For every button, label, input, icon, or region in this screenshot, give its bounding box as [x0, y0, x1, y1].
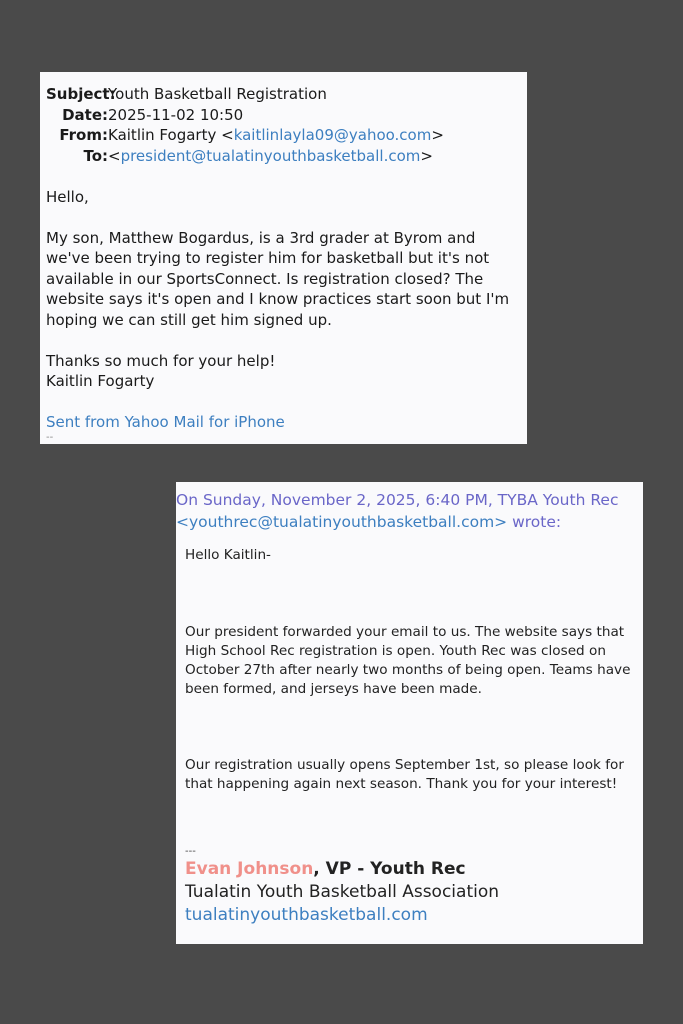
signature-organization: Tualatin Youth Basketball Association	[185, 882, 500, 902]
reply-paragraph-2: Our registration usually opens September 1st, so please look for that happening again next season. Thank you for your interest!	[185, 757, 624, 792]
signature-dashes: --	[46, 431, 54, 443]
email-body: My son, Matthew Bogardus, is a 3rd grader at Byrom and we've been trying to register him for basketball but it's not available in our SportsConnect. Is registration closed? The website says it's open and I know practices start soon but I'm hoping we can still get him signed up.	[46, 228, 510, 329]
reply-body	[176, 533, 643, 926]
date-value: 2025-11-02 10:50	[108, 105, 244, 124]
subject-row	[46, 84, 521, 105]
reply-signature-dashes: ---	[185, 846, 196, 857]
quote-header-address[interactable]: <youthrec@tualatinyouthbasketball.com>	[176, 513, 508, 531]
email-greeting: Hello,	[46, 187, 89, 206]
subject-label: Subject:	[46, 85, 116, 103]
reply-paragraph-1: Our president forwarded your email to us. The website says that High School Rec registration is open. Youth Rec was closed on October 27th after nearly two months of being open. Teams have been formed, and jerseys have been made.	[185, 624, 631, 697]
signature-website-link[interactable]: tualatinyouthbasketball.com	[185, 905, 428, 925]
to-label: To:	[83, 146, 108, 165]
quote-header-suffix: wrote:	[507, 513, 562, 531]
from-name: Kaitlin Fogarty	[108, 126, 217, 144]
from-email-link[interactable]: kaitlinlayla09@yahoo.com	[233, 126, 432, 144]
signature-name: Evan Johnson	[185, 859, 314, 879]
email-thanks: Thanks so much for your help!	[46, 351, 276, 370]
signature-title: , VP - Youth Rec	[313, 859, 466, 879]
to-email-link[interactable]: president@tualatinyouthbasketball.com	[120, 146, 421, 165]
date-row	[46, 105, 521, 126]
from-row: From:Kaitlin Fogarty <kaitlinlayla09@yahoo.com>	[46, 125, 521, 146]
reply-greeting: Hello Kaitlin-	[185, 547, 271, 563]
subject-value: Youth Basketball Registration	[108, 85, 327, 103]
quote-header	[176, 489, 643, 533]
original-email-card	[40, 72, 527, 444]
date-label: Date:	[62, 105, 108, 124]
signature-name-line	[185, 858, 643, 881]
sent-from-link[interactable]: Sent from Yahoo Mail for iPhone	[46, 413, 285, 431]
from-label: From:	[59, 126, 108, 144]
quote-header-line: On Sunday, November 2, 2025, 6:40 PM, TYBA Youth Rec	[176, 491, 619, 509]
email-signature: Kaitlin Fogarty	[46, 372, 155, 390]
reply-email-card	[176, 482, 643, 944]
to-row: To:<president@tualatinyouthbasketball.com>	[46, 146, 521, 167]
